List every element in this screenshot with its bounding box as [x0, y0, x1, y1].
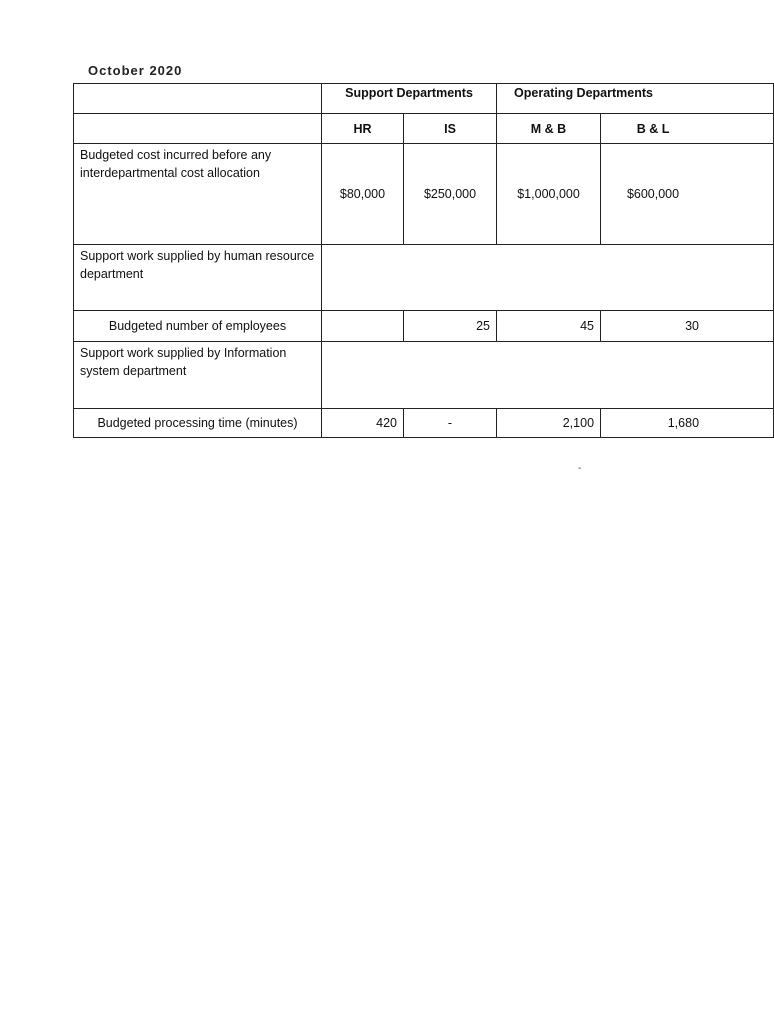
- cutoff-heading: October 2020: [88, 63, 183, 78]
- processing-time-bl: [601, 409, 774, 438]
- employees-hr: [322, 311, 404, 342]
- col-header-hr: HR: [322, 114, 404, 144]
- processing-time-label: Budgeted processing time (minutes): [74, 409, 322, 438]
- budget-table: [73, 83, 774, 438]
- col-header-mb: M & B: [497, 114, 601, 144]
- col-header-bl-label: B & L: [636, 121, 670, 136]
- hr-support-blank: [322, 245, 774, 311]
- stray-dash-mark: -: [578, 463, 582, 474]
- employees-bl: [601, 311, 774, 342]
- operating-departments-label: Operating Departments: [514, 86, 653, 100]
- operating-departments-header: [497, 84, 774, 114]
- employees-label: Budgeted number of employees: [74, 311, 322, 342]
- blank-cell: [74, 114, 322, 144]
- col-header-is: IS: [404, 114, 497, 144]
- support-departments-header: Support Departments: [322, 84, 497, 114]
- column-header-row: [74, 114, 774, 144]
- processing-time-bl-value: 1,680: [667, 416, 700, 430]
- hr-support-label: Support work supplied by human resource department: [74, 245, 322, 311]
- processing-time-mb: 2,100: [497, 409, 601, 438]
- is-support-row: [74, 342, 774, 409]
- processing-time-is: -: [404, 409, 497, 438]
- budgeted-cost-label: Budgeted cost incurred before any interdepartmental cost allocation: [74, 144, 322, 245]
- budgeted-cost-bl: [601, 144, 774, 245]
- employees-mb: 45: [497, 311, 601, 342]
- budgeted-cost-mb: $1,000,000: [497, 144, 601, 245]
- table-clip: [73, 83, 700, 474]
- employees-is: 25: [404, 311, 497, 342]
- budgeted-cost-bl-value: $600,000: [626, 187, 680, 201]
- processing-time-hr: 420: [322, 409, 404, 438]
- budgeted-cost-hr: $80,000: [322, 144, 404, 245]
- hr-support-row: [74, 245, 774, 311]
- processing-time-row: [74, 409, 774, 438]
- budgeted-cost-row: [74, 144, 774, 245]
- is-support-label: Support work supplied by Information system department: [74, 342, 322, 409]
- is-support-blank: [322, 342, 774, 409]
- blank-corner-cell: [74, 84, 322, 114]
- col-header-bl: [601, 114, 774, 144]
- employees-row: [74, 311, 774, 342]
- group-header-row: [74, 84, 774, 114]
- budgeted-cost-is: $250,000: [404, 144, 497, 245]
- employees-bl-value: 30: [685, 319, 700, 333]
